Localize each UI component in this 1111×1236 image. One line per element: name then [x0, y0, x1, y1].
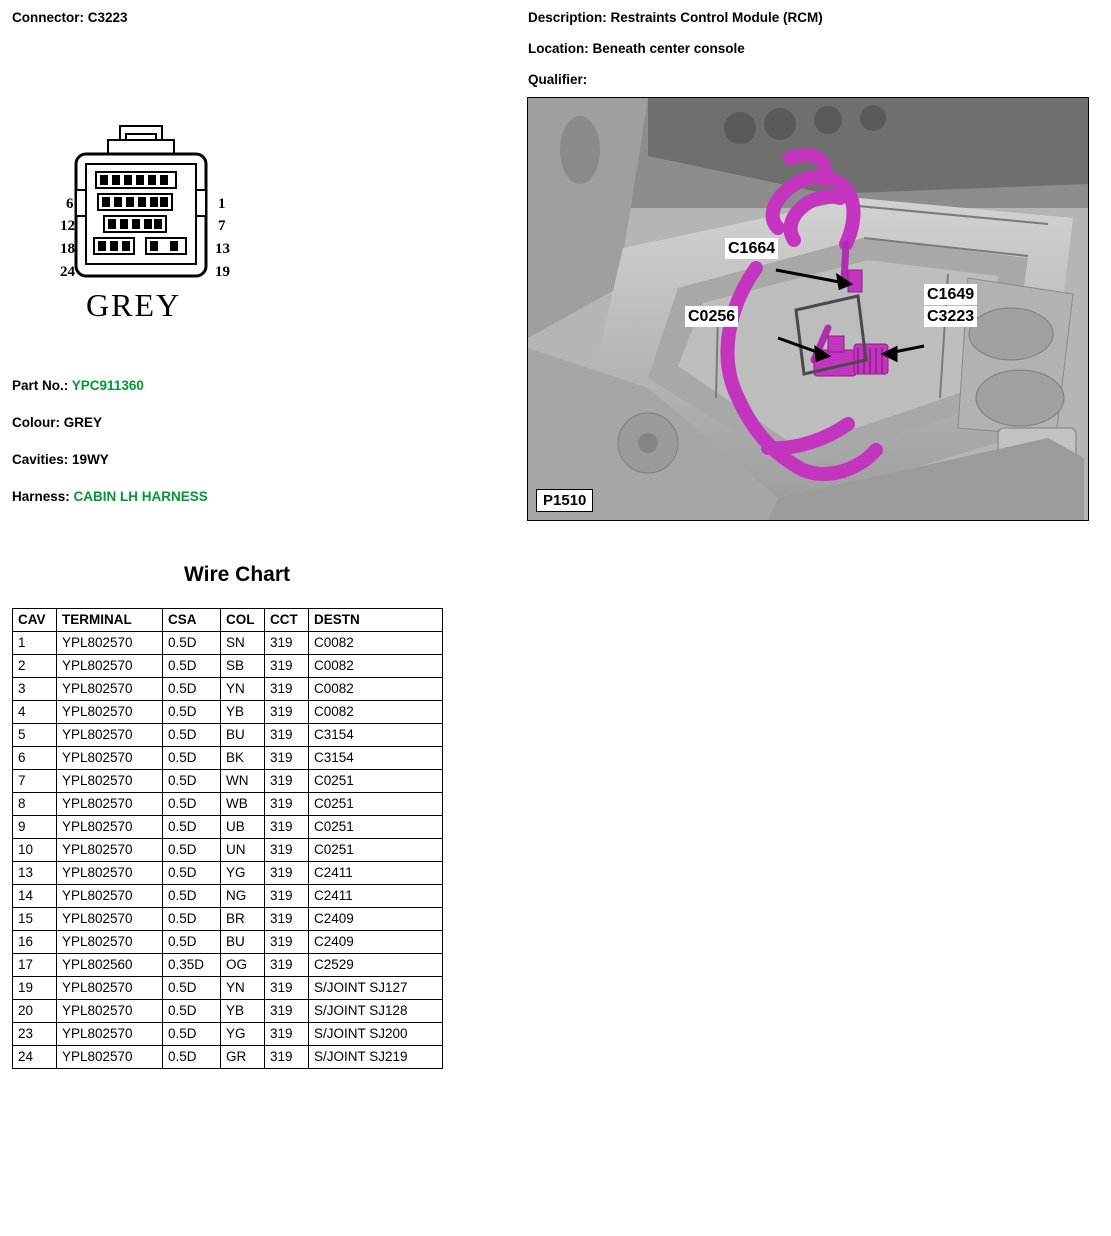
- qualifier-label: Qualifier:: [528, 72, 588, 87]
- table-row: [13, 655, 443, 678]
- cell-csa: 0.5D: [163, 747, 221, 770]
- photo-id-badge: P1510: [536, 489, 593, 512]
- wire-chart-body: [13, 632, 443, 1069]
- svg-text:18: 18: [60, 241, 75, 257]
- cell-terminal: YPL802570: [57, 1046, 163, 1069]
- cell-cav: 16: [13, 931, 57, 954]
- cell-cct: 319: [265, 770, 309, 793]
- qualifier-line: [528, 72, 1088, 87]
- cell-col: OG: [221, 954, 265, 977]
- cell-destn: C3154: [309, 724, 443, 747]
- cell-terminal: YPL802570: [57, 678, 163, 701]
- cell-cct: 319: [265, 724, 309, 747]
- cell-cav: 13: [13, 862, 57, 885]
- cell-cav: 3: [13, 678, 57, 701]
- cell-col: UN: [221, 839, 265, 862]
- cell-destn: S/JOINT SJ128: [309, 1000, 443, 1023]
- colour-value: GREY: [63, 415, 103, 430]
- cell-csa: 0.5D: [163, 770, 221, 793]
- table-header-row: [13, 609, 443, 632]
- wire-chart-wrapper: [12, 608, 443, 1069]
- svg-text:1: 1: [218, 196, 226, 212]
- cell-csa: 0.5D: [163, 724, 221, 747]
- table-row: [13, 678, 443, 701]
- column-header-cav: CAV: [13, 609, 57, 632]
- cell-csa: 0.5D: [163, 632, 221, 655]
- cell-cct: 319: [265, 1046, 309, 1069]
- cell-terminal: YPL802560: [57, 954, 163, 977]
- svg-text:12: 12: [60, 218, 75, 234]
- part-no-label: Part No.:: [12, 378, 69, 393]
- cell-col: SB: [221, 655, 265, 678]
- cell-col: BU: [221, 724, 265, 747]
- cell-destn: C2411: [309, 862, 443, 885]
- cell-col: SN: [221, 632, 265, 655]
- cell-terminal: YPL802570: [57, 793, 163, 816]
- cell-col: YG: [221, 1023, 265, 1046]
- cell-cav: 17: [13, 954, 57, 977]
- column-header-cct: CCT: [265, 609, 309, 632]
- cell-csa: 0.5D: [163, 655, 221, 678]
- cell-destn: C0251: [309, 770, 443, 793]
- cell-cct: 319: [265, 1000, 309, 1023]
- cell-cav: 20: [13, 1000, 57, 1023]
- cell-cav: 19: [13, 977, 57, 1000]
- cell-terminal: YPL802570: [57, 1023, 163, 1046]
- cell-destn: C2409: [309, 931, 443, 954]
- cell-cav: 14: [13, 885, 57, 908]
- cell-terminal: YPL802570: [57, 839, 163, 862]
- table-row: [13, 1000, 443, 1023]
- cell-destn: C0251: [309, 793, 443, 816]
- cell-destn: S/JOINT SJ200: [309, 1023, 443, 1046]
- cell-cct: 319: [265, 931, 309, 954]
- callout-c3223: C3223: [924, 306, 977, 327]
- cell-csa: 0.5D: [163, 1023, 221, 1046]
- location-line: [528, 41, 1088, 56]
- cell-cav: 4: [13, 701, 57, 724]
- cell-col: WB: [221, 793, 265, 816]
- table-row: [13, 816, 443, 839]
- table-row: [13, 1046, 443, 1069]
- connector-title: Connector: C3223: [12, 10, 128, 25]
- wire-chart-table: [12, 608, 443, 1069]
- cell-terminal: YPL802570: [57, 862, 163, 885]
- cell-cct: 319: [265, 655, 309, 678]
- cell-cct: 319: [265, 977, 309, 1000]
- table-row: [13, 1023, 443, 1046]
- wire-chart-title: Wire Chart: [184, 563, 290, 586]
- cell-cct: 319: [265, 954, 309, 977]
- part-info-block: [12, 378, 472, 526]
- cell-cav: 24: [13, 1046, 57, 1069]
- location-label: Location:: [528, 41, 589, 56]
- cell-terminal: YPL802570: [57, 655, 163, 678]
- svg-text:19: 19: [215, 264, 230, 280]
- cell-cav: 23: [13, 1023, 57, 1046]
- cell-destn: C0251: [309, 816, 443, 839]
- cell-terminal: YPL802570: [57, 701, 163, 724]
- cell-cct: 319: [265, 632, 309, 655]
- cell-destn: C3154: [309, 747, 443, 770]
- colour-label: Colour:: [12, 415, 60, 430]
- table-row: [13, 931, 443, 954]
- cell-csa: 0.5D: [163, 885, 221, 908]
- cell-cav: 6: [13, 747, 57, 770]
- column-header-csa: CSA: [163, 609, 221, 632]
- table-row: [13, 908, 443, 931]
- cell-terminal: YPL802570: [57, 770, 163, 793]
- colour-line: [12, 415, 472, 430]
- cell-destn: C0082: [309, 655, 443, 678]
- description-block: [528, 10, 1088, 103]
- cell-destn: C0082: [309, 632, 443, 655]
- cell-cav: 9: [13, 816, 57, 839]
- table-row: [13, 724, 443, 747]
- svg-text:13: 13: [215, 241, 230, 257]
- cell-destn: S/JOINT SJ219: [309, 1046, 443, 1069]
- cell-cct: 319: [265, 908, 309, 931]
- cell-col: YB: [221, 701, 265, 724]
- callout-c1649: C1649: [924, 284, 977, 305]
- cell-cct: 319: [265, 885, 309, 908]
- table-row: [13, 954, 443, 977]
- table-row: [13, 632, 443, 655]
- cell-csa: 0.5D: [163, 839, 221, 862]
- part-no-line: [12, 378, 472, 393]
- cell-cct: 319: [265, 839, 309, 862]
- cell-cav: 2: [13, 655, 57, 678]
- cell-csa: 0.5D: [163, 1000, 221, 1023]
- cavities-label: Cavities:: [12, 452, 69, 467]
- svg-text:7: 7: [218, 218, 226, 234]
- cell-csa: 0.5D: [163, 977, 221, 1000]
- callout-c1664: C1664: [725, 238, 778, 259]
- cell-csa: 0.5D: [163, 678, 221, 701]
- cell-cav: 10: [13, 839, 57, 862]
- cell-cav: 1: [13, 632, 57, 655]
- cell-col: YG: [221, 862, 265, 885]
- cell-terminal: YPL802570: [57, 885, 163, 908]
- cell-csa: 0.35D: [163, 954, 221, 977]
- description-line: [528, 10, 1088, 25]
- cell-cav: 7: [13, 770, 57, 793]
- part-no-value: YPC911360: [71, 378, 144, 393]
- harness-label: Harness:: [12, 489, 70, 504]
- svg-text:6: 6: [66, 196, 74, 212]
- cell-col: BU: [221, 931, 265, 954]
- cell-col: BR: [221, 908, 265, 931]
- cell-cav: 15: [13, 908, 57, 931]
- cell-cct: 319: [265, 678, 309, 701]
- column-header-terminal: TERMINAL: [57, 609, 163, 632]
- table-row: [13, 747, 443, 770]
- cell-csa: 0.5D: [163, 862, 221, 885]
- table-row: [13, 885, 443, 908]
- table-row: [13, 839, 443, 862]
- cell-terminal: YPL802570: [57, 977, 163, 1000]
- table-row: [13, 862, 443, 885]
- cell-col: YB: [221, 1000, 265, 1023]
- connector-face-drawing: [60, 120, 300, 335]
- cell-col: YN: [221, 977, 265, 1000]
- table-row: [13, 701, 443, 724]
- cell-cct: 319: [265, 793, 309, 816]
- cell-col: NG: [221, 885, 265, 908]
- description-value: Restraints Control Module (RCM): [610, 10, 823, 25]
- table-row: [13, 770, 443, 793]
- cavities-line: [12, 452, 472, 467]
- cell-cct: 319: [265, 747, 309, 770]
- cell-destn: C0082: [309, 678, 443, 701]
- svg-text:24: 24: [60, 264, 75, 280]
- harness-value: CABIN LH HARNESS: [73, 489, 208, 504]
- cell-col: WN: [221, 770, 265, 793]
- cell-csa: 0.5D: [163, 1046, 221, 1069]
- column-header-col: COL: [221, 609, 265, 632]
- cell-terminal: YPL802570: [57, 816, 163, 839]
- cell-col: BK: [221, 747, 265, 770]
- cell-destn: C2529: [309, 954, 443, 977]
- harness-line: [12, 489, 472, 504]
- description-label: Description:: [528, 10, 607, 25]
- cell-destn: S/JOINT SJ127: [309, 977, 443, 1000]
- callout-c0256: C0256: [685, 306, 738, 327]
- cell-cct: 319: [265, 862, 309, 885]
- cell-terminal: YPL802570: [57, 747, 163, 770]
- cell-destn: C0082: [309, 701, 443, 724]
- cell-csa: 0.5D: [163, 816, 221, 839]
- cell-destn: C0251: [309, 839, 443, 862]
- cell-destn: C2409: [309, 908, 443, 931]
- cell-csa: 0.5D: [163, 908, 221, 931]
- cell-col: UB: [221, 816, 265, 839]
- cavities-value: 19WY: [72, 452, 109, 467]
- cell-col: YN: [221, 678, 265, 701]
- cell-col: GR: [221, 1046, 265, 1069]
- cell-cav: 8: [13, 793, 57, 816]
- location-value: Beneath center console: [592, 41, 745, 56]
- cell-csa: 0.5D: [163, 793, 221, 816]
- column-header-destn: DESTN: [309, 609, 443, 632]
- cell-cav: 5: [13, 724, 57, 747]
- cell-terminal: YPL802570: [57, 1000, 163, 1023]
- cell-csa: 0.5D: [163, 701, 221, 724]
- location-photo: [527, 97, 1089, 521]
- cell-cct: 319: [265, 1023, 309, 1046]
- cell-terminal: YPL802570: [57, 724, 163, 747]
- cell-terminal: YPL802570: [57, 908, 163, 931]
- cell-terminal: YPL802570: [57, 632, 163, 655]
- svg-text:GREY: GREY: [86, 287, 182, 323]
- cell-csa: 0.5D: [163, 931, 221, 954]
- cell-cct: 319: [265, 816, 309, 839]
- table-row: [13, 977, 443, 1000]
- cell-cct: 319: [265, 701, 309, 724]
- table-row: [13, 793, 443, 816]
- cell-destn: C2411: [309, 885, 443, 908]
- cell-terminal: YPL802570: [57, 931, 163, 954]
